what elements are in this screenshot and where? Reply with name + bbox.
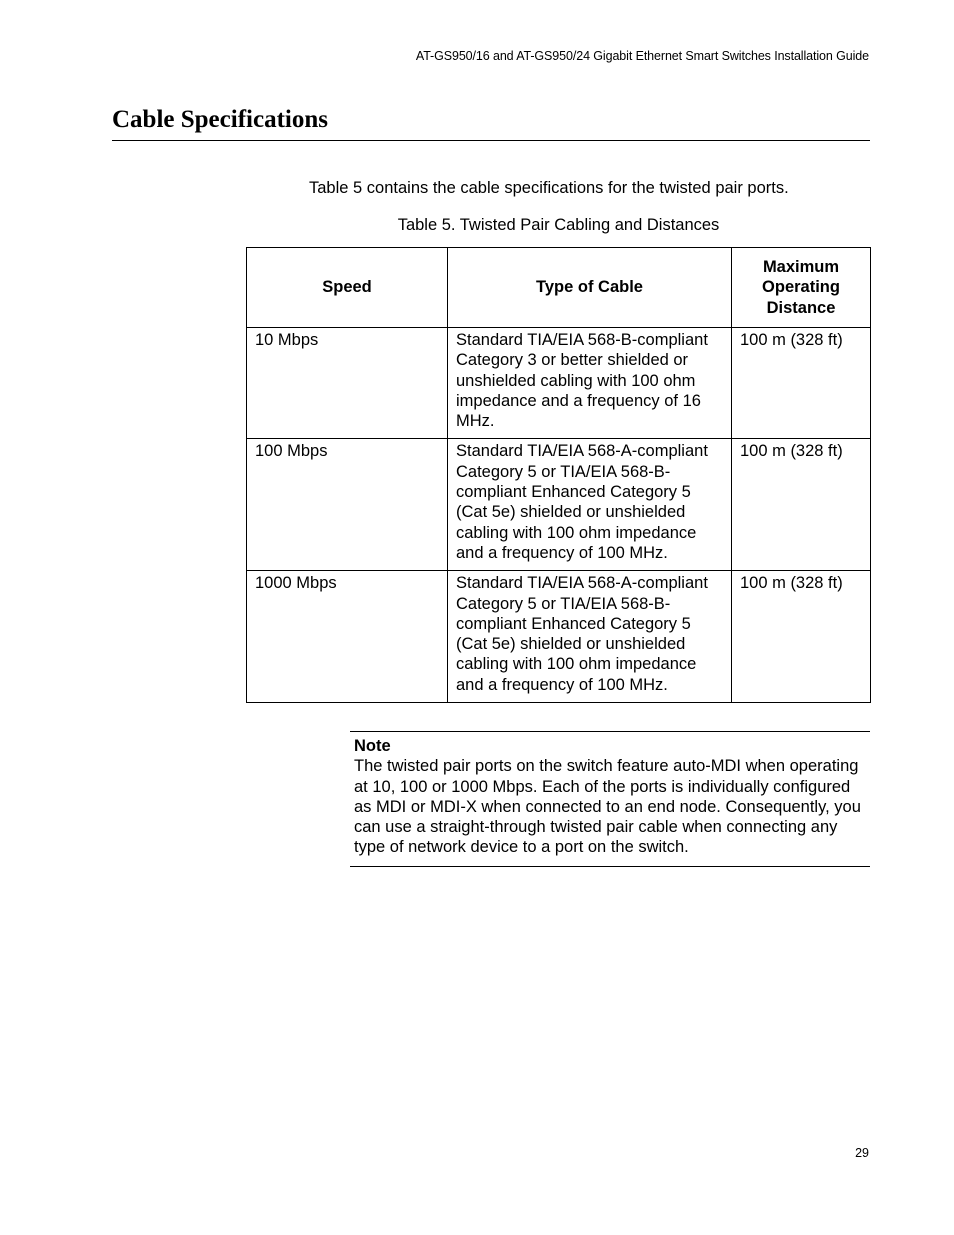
note-text: The twisted pair ports on the switch feature auto-MDI when operating at 10, 100 or 1000 Mbps. Each of the ports is individually configured as MDI or MDI-X when connected to an end node. Consequently, you can use a straight-through twisted pair cable when connecting any type of network device to a port on the switch. [354, 757, 861, 857]
table-caption: Table 5. Twisted Pair Cabling and Distances [397, 216, 720, 234]
cell-speed: 1000 Mbps [247, 571, 448, 703]
table-header-row [247, 248, 871, 328]
cell-distance: 100 m (328 ft) [732, 571, 871, 703]
column-header-type: Type of Cable [448, 248, 732, 328]
cell-distance: 100 m (328 ft) [732, 439, 871, 571]
table-row [247, 328, 871, 439]
title-divider [112, 140, 870, 141]
note-box [350, 731, 870, 867]
table-row [247, 439, 871, 571]
cable-spec-table [246, 247, 871, 703]
column-header-distance: Maximum Operating Distance [732, 248, 871, 328]
cell-cable-type: Standard TIA/EIA 568-B-compliant Category 3 or better shielded or unshielded cabling with 100 ohm impedance and a frequency of 16 MHz. [448, 328, 732, 439]
cell-cable-type: Standard TIA/EIA 568-A-compliant Category 5 or TIA/EIA 568-B-compliant Enhanced Category 5 (Cat 5e) shielded or unshielded cabling with 100 ohm impedance and a frequency of 100 MHz. [448, 571, 732, 703]
cell-distance: 100 m (328 ft) [732, 328, 871, 439]
table-row [247, 571, 871, 703]
running-header: AT-GS950/16 and AT-GS950/24 Gigabit Ethernet Smart Switches Installation Guide [415, 49, 869, 63]
cell-speed: 10 Mbps [247, 328, 448, 439]
intro-paragraph: Table 5 contains the cable specifications for the twisted pair ports. [309, 179, 789, 197]
note-label: Note [354, 737, 391, 755]
section-title: Cable Specifications [112, 106, 328, 133]
column-header-speed: Speed [247, 248, 448, 328]
page-number: 29 [855, 1146, 869, 1160]
cell-cable-type: Standard TIA/EIA 568-A-compliant Category 5 or TIA/EIA 568-B-compliant Enhanced Category 5 (Cat 5e) shielded or unshielded cabling with 100 ohm impedance and a frequency of 100 MHz. [448, 439, 732, 571]
cell-speed: 100 Mbps [247, 439, 448, 571]
